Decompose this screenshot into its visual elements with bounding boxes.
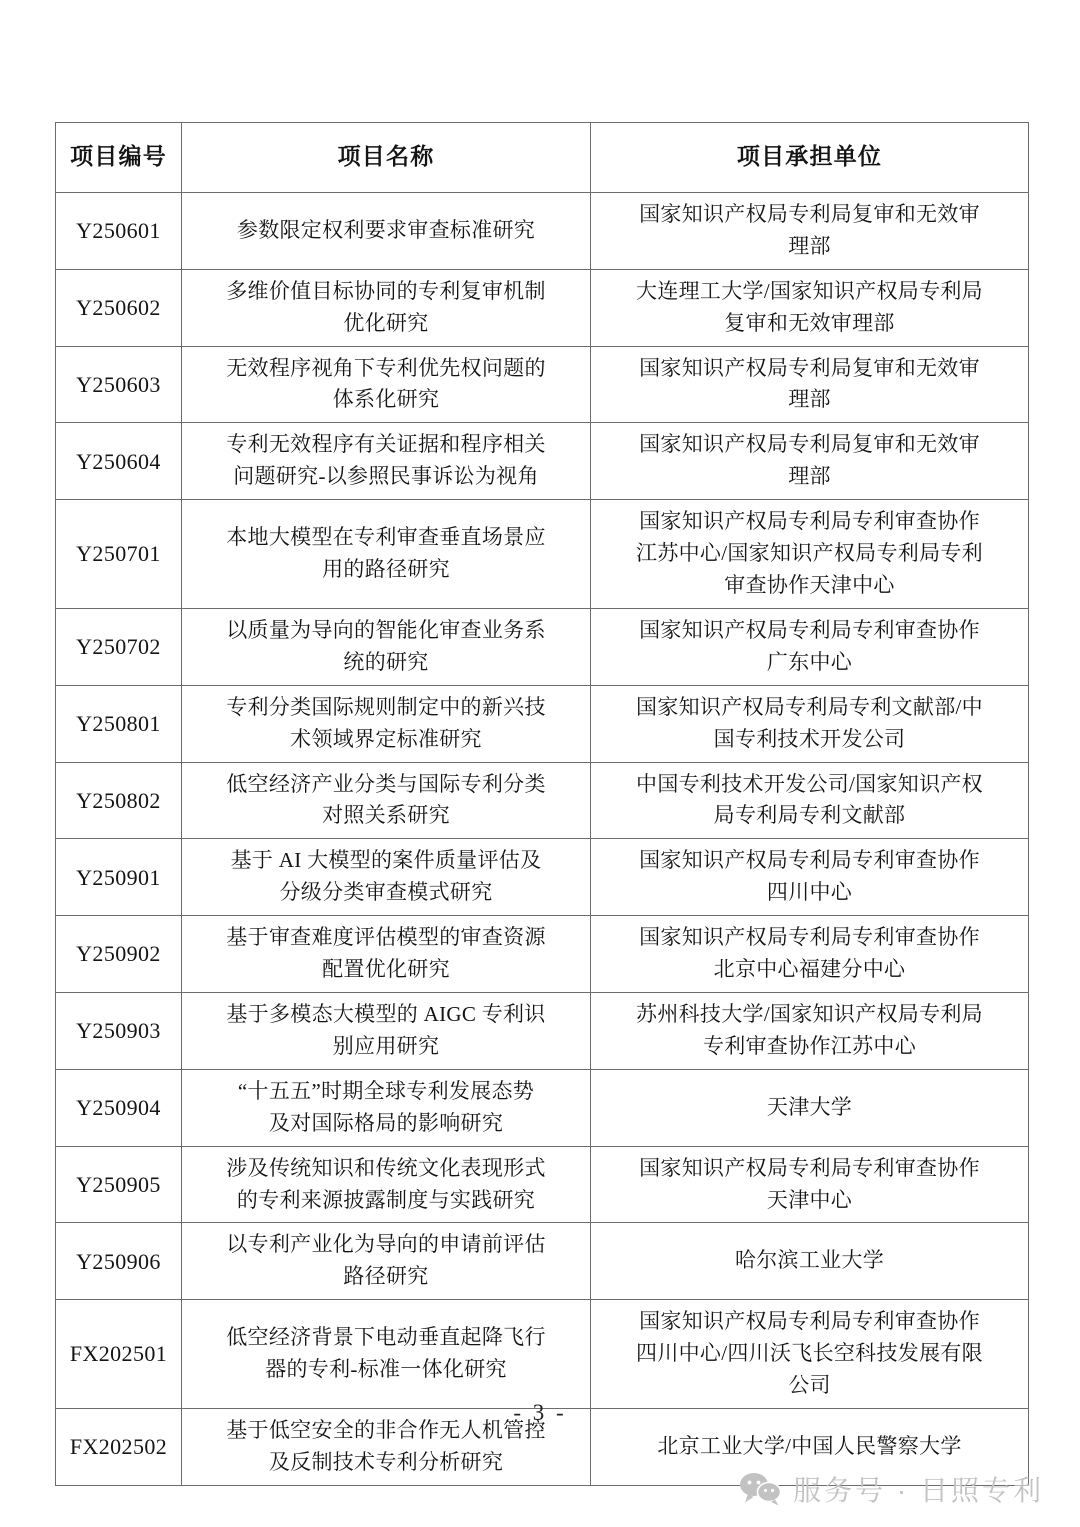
cell-project-code: FX202502 [56,1408,182,1485]
cell-line: 以专利产业化为导向的申请前评估 [226,1232,546,1257]
table-row [56,1069,1029,1146]
cell-line: 四川中心 [766,880,853,905]
cell-line: 国家知识产权局专利局复审和无效审 [639,201,980,226]
column-header-code: 项目编号 [56,123,182,193]
cell-line: 别应用研究 [332,1033,440,1058]
cell-line: 参数限定权利要求审查标准研究 [236,217,536,242]
cell-line: 天津中心 [766,1187,853,1212]
cell-line: 涉及传统知识和传统文化表现形式 [226,1155,546,1180]
cell-line: 国家知识产权局专利局复审和无效审 [639,355,980,380]
cell-line: 江苏中心/国家知识产权局专利局专利 [636,541,983,566]
cell-line: 国家知识产权局专利局专利审查协作 [639,617,980,642]
cell-project-code: Y250802 [56,762,182,839]
cell-project-unit [591,1069,1029,1146]
table-row [56,1146,1029,1223]
cell-project-name [182,685,591,762]
cell-project-unit [591,839,1029,916]
cell-project-code: Y250604 [56,423,182,500]
table-header-row [56,123,1029,193]
cell-line: 以质量为导向的智能化审查业务系 [226,617,546,642]
table-row [56,269,1029,346]
table-row [56,423,1029,500]
cell-project-code: Y250801 [56,685,182,762]
cell-project-unit [591,992,1029,1069]
wechat-icon [739,1472,781,1506]
table-row [56,762,1029,839]
cell-project-code: Y250901 [56,839,182,916]
cell-line: 理部 [788,464,831,489]
column-header-name: 项目名称 [182,123,591,193]
cell-line: 苏州科技大学/国家知识产权局专利局 [636,1001,983,1026]
cell-line: 哈尔滨工业大学 [734,1248,885,1273]
cell-line: 配置优化研究 [322,957,450,982]
cell-line: 分级分类审查模式研究 [279,880,493,905]
cell-project-code: Y250603 [56,346,182,423]
cell-project-name [182,916,591,993]
cell-line: 多维价值目标协同的专利复审机制 [226,278,546,303]
table-row [56,1300,1029,1409]
cell-project-name [182,269,591,346]
cell-project-code: Y250902 [56,916,182,993]
table-row [56,839,1029,916]
cell-line: “十五五”时期全球专利发展态势 [237,1078,535,1103]
table-row [56,685,1029,762]
project-table [55,122,1029,1486]
project-table-container [55,122,1028,1486]
cell-line: 专利审查协作江苏中心 [703,1033,916,1058]
cell-line: 器的专利-标准一体化研究 [265,1357,507,1382]
cell-project-unit [591,1146,1029,1223]
cell-line: 国家知识产权局专利局专利审查协作 [639,1155,980,1180]
cell-line: 低空经济产业分类与国际专利分类 [226,771,546,796]
cell-line: 基于多模态大模型的 AIGC 专利识 [226,1001,546,1026]
cell-project-name [182,1223,591,1300]
cell-line: 基于低空安全的非合作无人机管控 [226,1417,546,1442]
cell-project-unit [591,762,1029,839]
cell-project-unit [591,1300,1029,1409]
cell-project-name [182,1146,591,1223]
footer-brand [739,1469,1044,1509]
cell-project-code: Y250602 [56,269,182,346]
cell-line: 问题研究-以参照民事诉讼为视角 [233,464,539,489]
cell-line: 统的研究 [343,649,429,674]
cell-project-code: Y250906 [56,1223,182,1300]
cell-line: 局专利局专利文献部 [713,803,906,828]
cell-line: 公司 [788,1373,831,1398]
cell-line: 天津大学 [766,1094,853,1119]
cell-line: 路径研究 [343,1264,429,1289]
cell-line: 基于审查难度评估模型的审查资源 [226,925,546,950]
column-header-unit: 项目承担单位 [591,123,1029,193]
cell-project-unit [591,685,1029,762]
cell-project-name [182,346,591,423]
cell-project-name [182,608,591,685]
cell-project-name [182,992,591,1069]
cell-project-code: Y250601 [56,192,182,269]
cell-line: 中国专利技术开发公司/国家知识产权 [636,771,983,796]
cell-project-unit [591,269,1029,346]
cell-project-code: FX202501 [56,1300,182,1409]
cell-line: 优化研究 [343,310,429,335]
cell-line: 专利无效程序有关证据和程序相关 [226,432,546,457]
cell-line: 的专利来源披露制度与实践研究 [236,1187,536,1212]
cell-project-unit [591,916,1029,993]
cell-project-name [182,192,591,269]
table-row [56,192,1029,269]
cell-line: 国家知识产权局专利局专利审查协作 [639,509,980,534]
cell-project-code: Y250701 [56,500,182,609]
table-header [56,123,1029,193]
cell-project-name [182,423,591,500]
cell-line: 低空经济背景下电动垂直起降飞行 [226,1325,546,1350]
cell-line: 国家知识产权局专利局专利审查协作 [639,1309,980,1334]
page-number: - 3 - [513,1400,567,1425]
cell-line: 本地大模型在专利审查垂直场景应 [226,525,546,550]
cell-project-code: Y250702 [56,608,182,685]
cell-line: 用的路径研究 [322,557,450,582]
cell-line: 国家知识产权局专利局专利文献部/中 [636,694,983,719]
cell-line: 国家知识产权局专利局专利审查协作 [639,848,980,873]
cell-line: 无效程序视角下专利优先权问题的 [226,355,546,380]
cell-line: 及反制技术专利分析研究 [268,1449,504,1474]
cell-project-name [182,762,591,839]
table-row [56,916,1029,993]
cell-line: 国家知识产权局专利局复审和无效审 [639,432,980,457]
cell-line: 及对国际格局的影响研究 [268,1110,504,1135]
cell-project-unit [591,192,1029,269]
cell-line: 体系化研究 [332,387,440,412]
cell-project-unit [591,346,1029,423]
cell-line: 理部 [788,387,831,412]
cell-line: 专利分类国际规则制定中的新兴技 [226,694,546,719]
table-row [56,1223,1029,1300]
cell-line: 复审和无效审理部 [724,310,895,335]
cell-line: 术领域界定标准研究 [290,726,482,751]
cell-line: 理部 [788,233,831,258]
footer-brand-text: 服务号 · 日照专利 [793,1475,1044,1506]
table-row [56,346,1029,423]
cell-line: 大连理工大学/国家知识产权局专利局 [636,278,983,303]
cell-line: 国专利技术开发公司 [713,726,906,751]
cell-line: 基于 AI 大模型的案件质量评估及 [230,848,542,873]
table-row [56,500,1029,609]
cell-project-unit [591,608,1029,685]
cell-project-unit [591,1223,1029,1300]
cell-project-name [182,839,591,916]
cell-project-unit [591,423,1029,500]
table-row [56,608,1029,685]
cell-project-code: Y250905 [56,1146,182,1223]
cell-project-name [182,1300,591,1409]
cell-project-code: Y250903 [56,992,182,1069]
table-body [56,192,1029,1485]
cell-line: 北京工业大学/中国人民警察大学 [657,1433,962,1458]
cell-project-name [182,1069,591,1146]
cell-line: 审查协作天津中心 [724,573,895,598]
cell-project-code: Y250904 [56,1069,182,1146]
cell-line: 国家知识产权局专利局专利审查协作 [639,925,980,950]
cell-line: 北京中心福建分中心 [713,957,906,982]
table-row [56,992,1029,1069]
cell-line: 对照关系研究 [322,803,450,828]
cell-project-name [182,500,591,609]
cell-line: 四川中心/四川沃飞长空科技发展有限 [636,1341,983,1366]
cell-line: 广东中心 [766,649,853,674]
cell-project-unit [591,500,1029,609]
